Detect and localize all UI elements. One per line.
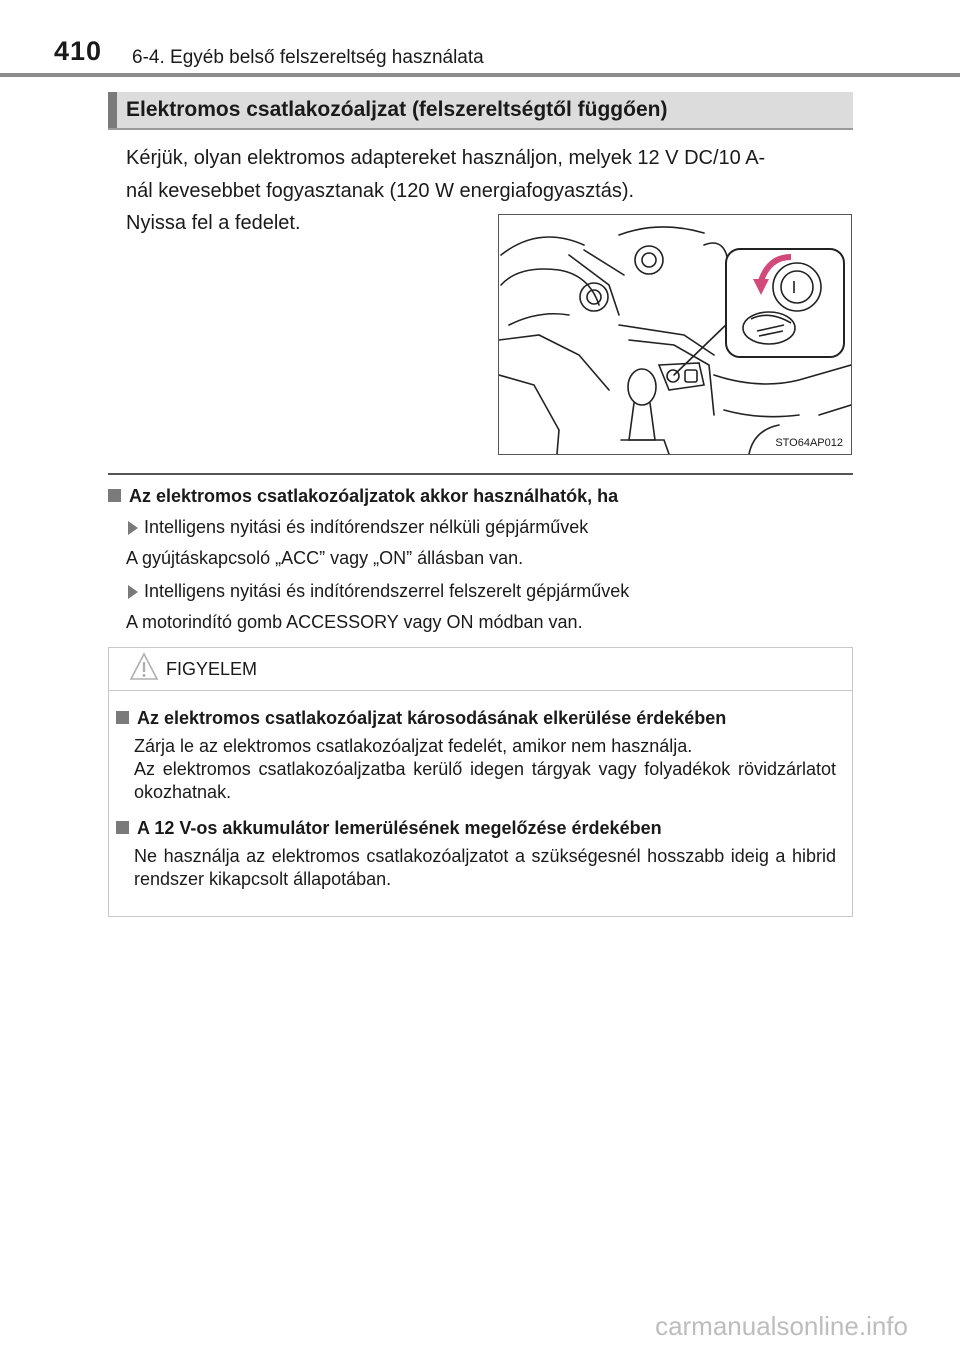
- square-bullet-icon: [116, 711, 129, 724]
- square-bullet-icon: [108, 489, 121, 502]
- condition-line: [108, 517, 858, 538]
- watermark: carmanualsonline.info: [655, 1311, 908, 1341]
- warning-section-body: [116, 735, 836, 804]
- warning-section: [116, 818, 836, 891]
- step-text: Nyissa fel a fedelet.: [126, 212, 301, 234]
- figure-code: STO64AP012: [775, 437, 843, 449]
- warning-section-title-text: A 12 V-os akkumulátor lemerülésének megelőzése érdekében: [137, 818, 662, 838]
- section-title: Elektromos csatlakozóaljzat (felszereltségtől függően): [126, 98, 668, 121]
- condition-text: Intelligens nyitási és indítórendszerrel felszerelt gépjárművek: [144, 581, 630, 601]
- condition-detail: A motorindító gomb ACCESSORY vagy ON módban van.: [126, 612, 583, 632]
- section-divider: [108, 473, 853, 475]
- warning-section-body: Ne használja az elektromos csatlakozóaljzatot a szükségesnél hosszabb ideig a hibrid rendszer kikapcsolt állapotában.: [134, 846, 836, 889]
- condition-text: Intelligens nyitási és indítórendszer nélküli gépjárművek: [144, 517, 589, 537]
- warning-section: [116, 708, 836, 804]
- condition-detail: A gyújtáskapcsoló „ACC” vagy „ON” állásban van.: [126, 548, 524, 568]
- socket-illustration: [498, 214, 852, 455]
- warning-body-line: Az elektromos csatlakozóaljzatba kerülő idegen tárgyak vagy folyadékok rövidzárlatot okozhatnak.: [134, 759, 836, 802]
- warning-section-title: [116, 818, 836, 839]
- title-accent: [108, 92, 117, 128]
- warning-header: [109, 648, 852, 691]
- condition-line: [108, 581, 858, 602]
- warning-triangle-icon: [129, 652, 159, 682]
- usage-note: [108, 486, 858, 645]
- square-bullet-icon: [116, 821, 129, 834]
- warning-box: [108, 647, 853, 917]
- triangle-bullet-icon: [128, 585, 138, 599]
- warning-section-title: [116, 708, 836, 729]
- page-number: 410: [54, 36, 103, 66]
- warning-body-line: Zárja le az elektromos csatlakozóaljzat fedelét, amikor nem használja.: [134, 736, 693, 756]
- header-rule: [0, 73, 960, 77]
- intro-line: Kérjük, olyan elektromos adaptereket használjon, melyek 12 V DC/10 A-: [126, 147, 766, 169]
- dashboard-drawing: [499, 215, 851, 454]
- running-header: 6-4. Egyéb belső felszereltség használata: [132, 47, 484, 68]
- triangle-bullet-icon: [128, 521, 138, 535]
- warning-section-title-text: Az elektromos csatlakozóaljzat károsodásának elkerülése érdekében: [137, 708, 727, 728]
- note-heading-text: Az elektromos csatlakozóaljzatok akkor használhatók, ha: [129, 486, 619, 506]
- section-title-bar: [108, 92, 853, 130]
- note-heading: [108, 486, 858, 507]
- intro-line: nál kevesebbet fogyasztanak (120 W energiafogyasztás).: [126, 180, 635, 202]
- intro-text: [126, 142, 856, 208]
- warning-label: FIGYELEM: [166, 659, 258, 679]
